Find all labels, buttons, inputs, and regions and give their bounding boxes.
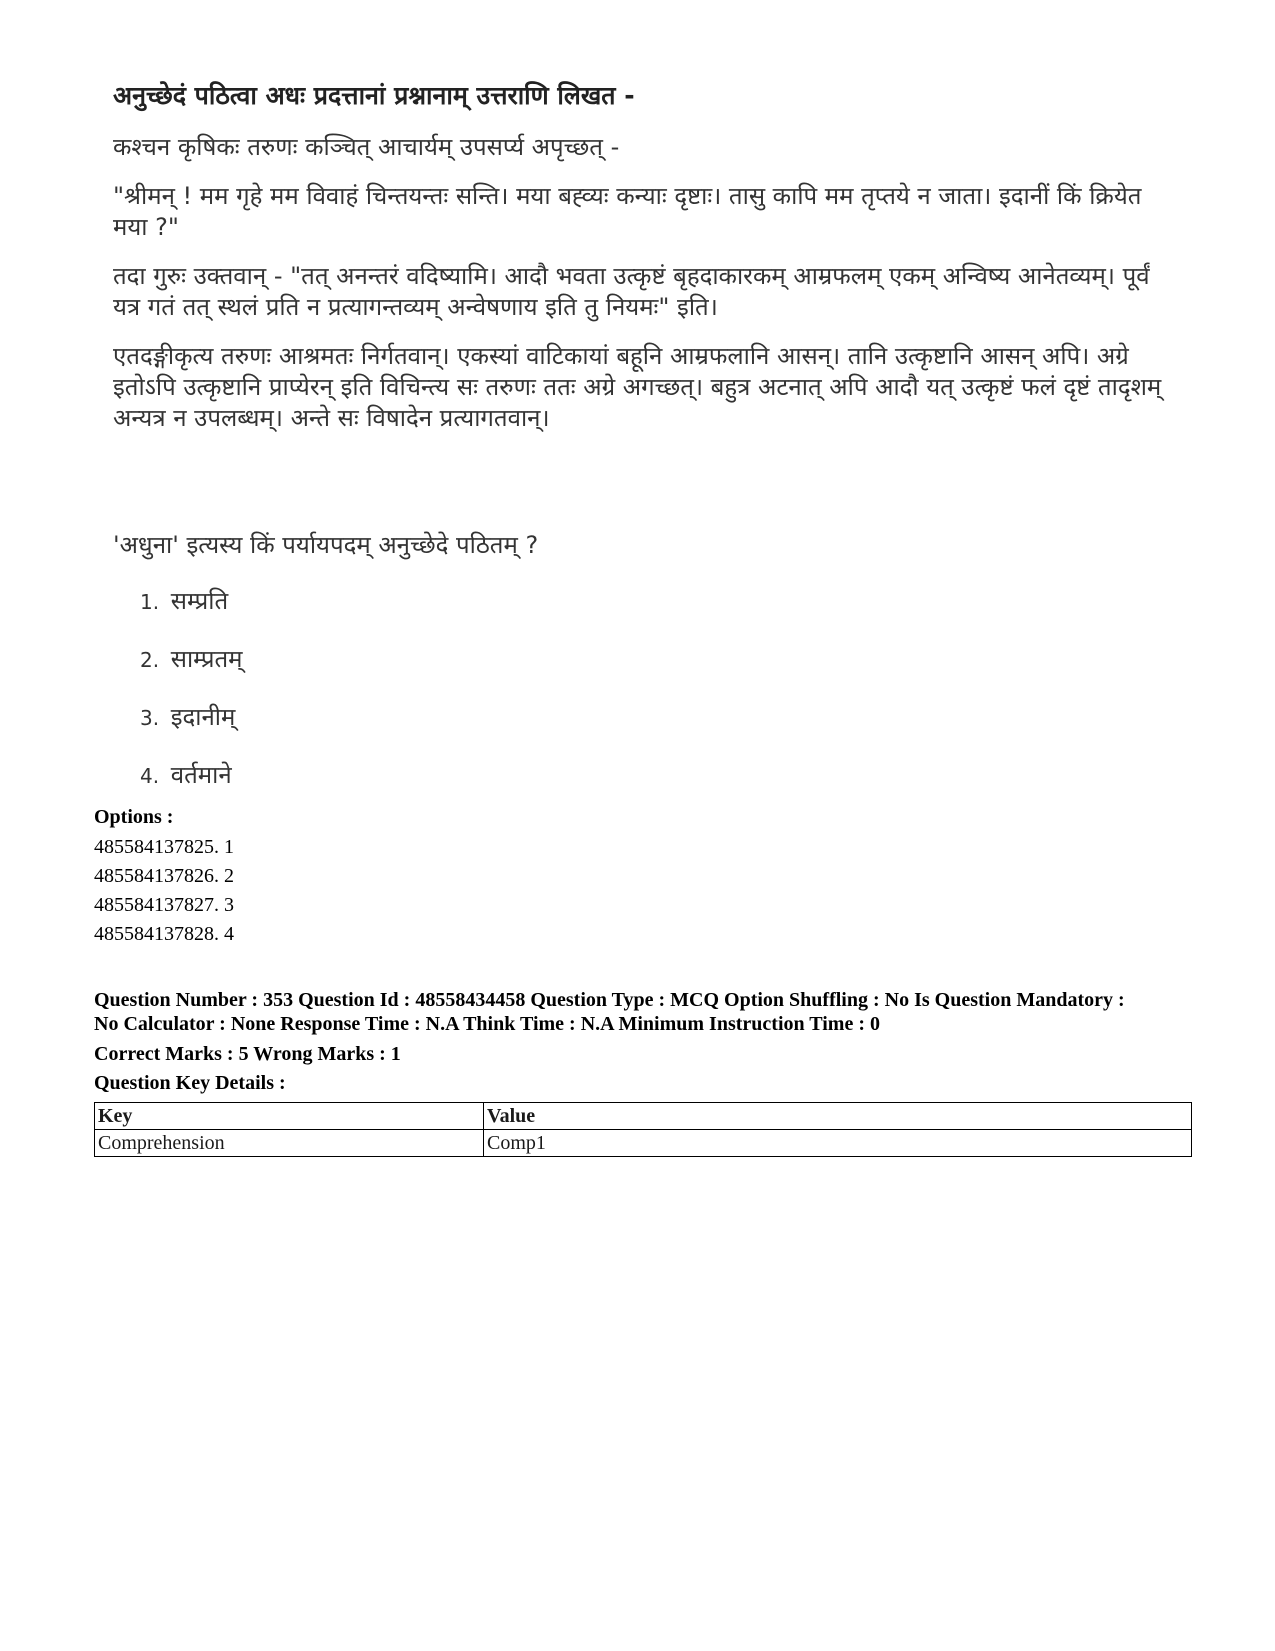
marks-info: Correct Marks : 5 Wrong Marks : 1 — [94, 1043, 401, 1065]
choice-number: 1. — [140, 590, 160, 614]
table-cell-value: Comp1 — [484, 1130, 1192, 1157]
options-list — [94, 833, 1194, 949]
choice-number: 3. — [140, 706, 160, 730]
choice-number: 2. — [140, 648, 160, 672]
question-info — [94, 988, 1194, 1036]
passage-paragraph: तदा गुरुः उक्तवान् - "तत् अनन्तरं वदिष्यामि। आदौ भवता उत्कृष्टं बृहदाकारकम् आम्रफलम् एकम् अन्विष्य आनेतव्यम्। पूर्वं यत्र गतं तत् स्थलं प्रति न प्रत्यागन्तव्यम् अन्वेषणाय इति तु नियमः" इति। — [113, 262, 1150, 321]
choice-number: 4. — [140, 764, 160, 788]
table-header-row — [95, 1103, 1192, 1130]
choice-text: सम्प्रति — [170, 587, 229, 615]
answer-choice — [140, 642, 243, 700]
answer-choices — [140, 584, 243, 816]
option-item: 485584137826. 2 — [94, 865, 234, 887]
answer-choice — [140, 584, 243, 642]
key-details-table — [94, 1102, 1192, 1157]
option-item: 485584137828. 4 — [94, 923, 234, 945]
option-item: 485584137825. 1 — [94, 836, 234, 858]
passage-paragraph: कश्चन कृषिकः तरुणः कञ्चित् आचार्यम् उपसर्प्य अपृच्छत् - — [113, 133, 620, 161]
question-info-line: Question Number : 353 Question Id : 48558434458 Question Type : MCQ Option Shuffling : No Is Question Mandatory : — [94, 989, 1125, 1011]
passage-paragraph: एतदङ्गीकृत्य तरुणः आश्रमतः निर्गतवान्। एकस्यां वाटिकायां बहूनि आम्रफलानि आसन्। तानि उत्कृष्टानि आसन् अपि। अग्रे इतोऽपि उत्कृष्टानि प्राप्येरन् इति विचिन्त्य सः तरुणः ततः अग्रे अगच्छत्। बहुत्र अटनात् अपि आदौ यत् उत्कृष्टं फलं दृष्टं तादृशम् अन्यत्र न उपलब्धम्। अन्ते सः विषादेन प्रत्यागतवान्। — [113, 342, 1162, 432]
answer-choice — [140, 700, 243, 758]
table-header-value: Value — [484, 1103, 1192, 1130]
table-cell-key: Comprehension — [95, 1130, 484, 1157]
table-row — [95, 1130, 1192, 1157]
passage-paragraph: "श्रीमन् ! मम गृहे मम विवाहं चिन्तयन्तः सन्ति। मया बह्व्यः कन्याः दृष्टाः। तासु कापि मम तृप्तये न जाता। इदानीं किं क्रियेत मया ?" — [113, 182, 1142, 241]
choice-text: वर्तमाने — [170, 761, 232, 789]
option-item: 485584137827. 3 — [94, 894, 234, 916]
key-details-label: Question Key Details : — [94, 1072, 286, 1094]
options-label: Options : — [94, 806, 174, 828]
choice-text: साम्प्रतम् — [170, 645, 243, 673]
question-info-line: No Calculator : None Response Time : N.A Think Time : N.A Minimum Instruction Time : 0 — [94, 1013, 880, 1035]
passage-heading: अनुच्छेदं पठित्वा अधः प्रदत्तानां प्रश्नानाम् उत्तराणि लिखत - — [113, 81, 635, 110]
table-header-key: Key — [95, 1103, 484, 1130]
choice-text: इदानीम् — [170, 703, 236, 731]
question-text: 'अधुना' इत्यस्य किं पर्यायपदम् अनुच्छेदे पठितम् ? — [113, 531, 539, 559]
passage — [113, 78, 1173, 452]
